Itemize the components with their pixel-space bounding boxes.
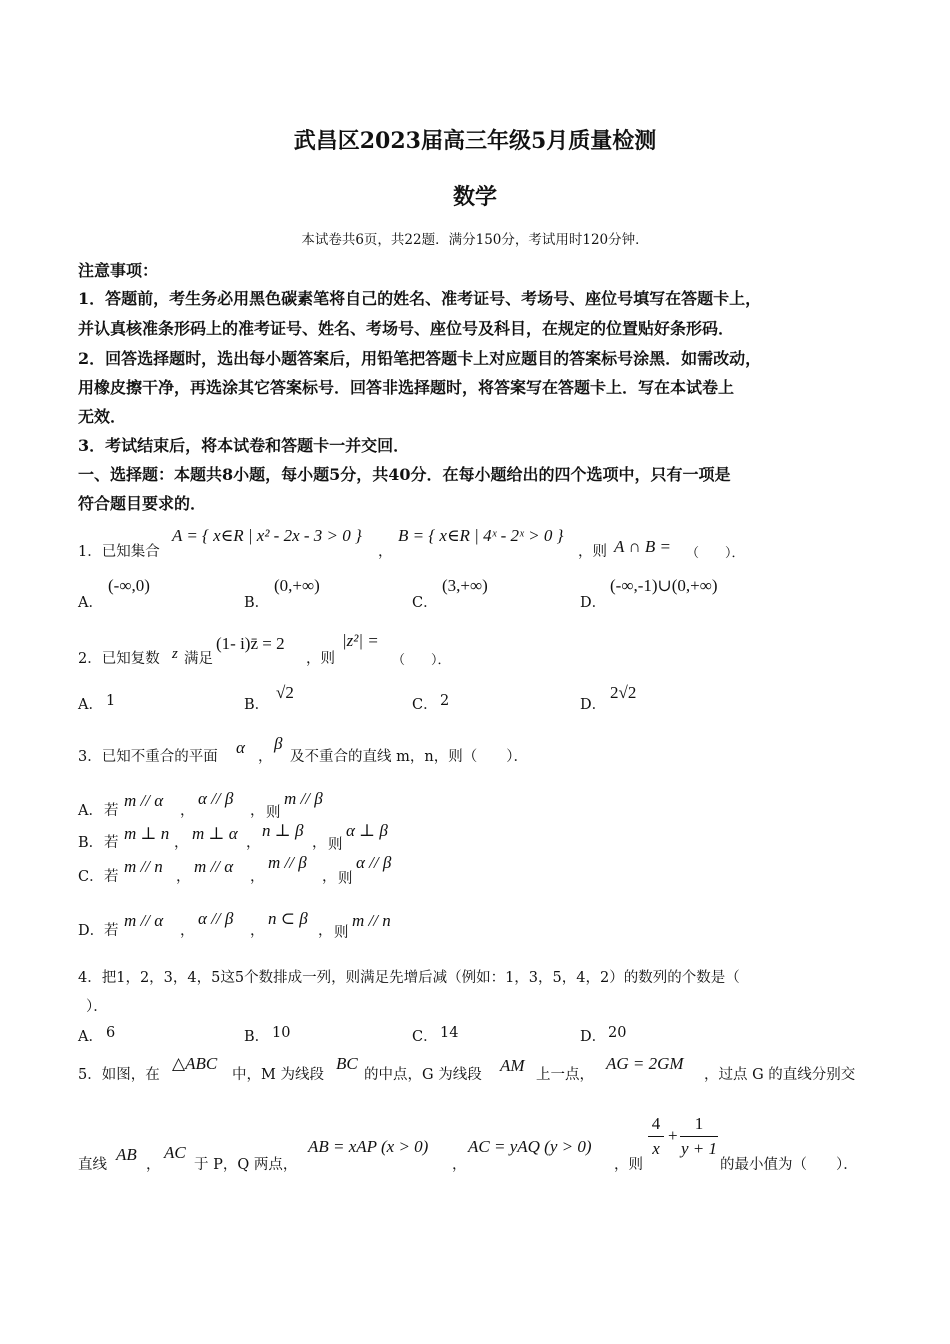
q2-mid: 满足 (184, 651, 213, 667)
q5-plus: + (668, 1126, 678, 1145)
q2-stem: 2．已知复数 (78, 651, 160, 667)
q3-stem: 3．已知不重合的平面 (78, 749, 218, 765)
q5-then: ，则 (614, 1157, 643, 1173)
q4-opt-c-label: C． (412, 1029, 438, 1045)
q5-fraction-2-denominator: y + 1 (680, 1139, 718, 1158)
q3-opt-b-cond2: m ⊥ α (192, 824, 238, 843)
q4-opt-c-value: 14 (440, 1025, 459, 1041)
q1-opt-d-label: D． (580, 595, 607, 611)
q5-bc: BC (336, 1054, 358, 1073)
q5-fraction-2 (680, 1114, 718, 1159)
q3-opt-c-result: α // β (356, 853, 392, 872)
note-2b: 用橡皮擦干净，再选涂其它答案标号．回答非选择题时，将答案写在答题卡上．写在本试卷上 (78, 378, 735, 397)
q2-z: z (172, 646, 178, 662)
q5-comma: ， (146, 1157, 161, 1173)
q4-opt-b-label: B． (244, 1029, 270, 1045)
q5-ac: AC (164, 1143, 186, 1162)
subject-title: 数学 (452, 184, 497, 210)
q2-opt-c-value: 2 (440, 693, 450, 709)
q3-opt-b-label: B． (78, 835, 104, 851)
q3-opt-a-then: 则 (266, 805, 281, 821)
section1-heading: 一、选择题：本题共8小题，每小题5分，共40分．在每小题给出的四个选项中，只有一项是 (78, 465, 731, 484)
q1-expr: A ∩ B = (614, 537, 671, 556)
q5-fraction-1 (648, 1114, 664, 1159)
q5-stem-1: 5．如图，在 (78, 1067, 160, 1083)
q5-ag-ratio: AG = 2GM (606, 1054, 684, 1073)
q2-opt-b-value: √2 (276, 683, 294, 702)
q4-opt-a-value: 6 (106, 1025, 116, 1041)
q3-opt-d-then: 则 (334, 925, 349, 941)
q1-opt-b-value: (0,+∞) (274, 576, 320, 595)
q4-opt-d-label: D． (580, 1029, 607, 1045)
q3-opt-c-cond3: m // β (268, 853, 307, 872)
q5-fraction-1-denominator: x (652, 1139, 660, 1158)
q3-opt-a-result: m // β (284, 789, 323, 808)
q3-opt-b-result: α ⊥ β (346, 821, 388, 840)
q5-fraction-2-numerator: 1 (694, 1114, 704, 1133)
q3-opt-d-if: 若 (104, 923, 119, 939)
q5-triangle: △ABC (172, 1054, 218, 1073)
q2-opt-a-value: 1 (106, 693, 116, 709)
q5-stem-2: 中，M 为线段 (232, 1067, 324, 1083)
q4-opt-a-label: A． (78, 1029, 103, 1045)
q3-opt-b-cond1: m ⊥ n (124, 824, 170, 843)
q2-opt-d-value: 2√2 (610, 683, 637, 702)
q2-expr: |z²| = (342, 631, 379, 650)
q2-tail: ，则 (306, 651, 335, 667)
note-1b: 并认真核准条形码上的准考证号、姓名、考场号、座位号及科目，在规定的位置贴好条形码． (78, 319, 735, 338)
exam-info: 本试卷共6页，共22题．满分150分，考试用时120分钟． (301, 232, 649, 248)
q5-stem-3: 的中点，G 为线段 (364, 1067, 482, 1083)
note-2a: 2．回答选择题时，选出每小题答案后，用铅笔把答题卡上对应题目的答案标号涂黑．如需改动， (78, 349, 762, 368)
q1-stem: 1．已知集合 (78, 544, 160, 560)
q1-opt-a-value: (-∞,0) (108, 576, 150, 595)
note-2c: 无效． (78, 407, 127, 426)
q3-opt-a-cond2: α // β (198, 789, 234, 808)
q1-opt-a-label: A． (78, 595, 103, 611)
q2-opt-c-label: C． (412, 697, 438, 713)
q2-opt-d-label: D． (580, 697, 607, 713)
q2-opt-b-label: B． (244, 697, 270, 713)
q5-fraction-1-numerator: 4 (651, 1114, 661, 1133)
q5-ab: AB (116, 1145, 137, 1164)
q1-opt-b-label: B． (244, 595, 270, 611)
note-3: 3．考试结束后，将本试卷和答题卡一并交回． (78, 436, 410, 455)
q1-opt-c-label: C． (412, 595, 438, 611)
q3-opt-c-cond1: m // n (124, 857, 163, 876)
q1-opt-c-value: (3,+∞) (442, 576, 488, 595)
q3-opt-d-cond2: α // β (198, 909, 234, 928)
q5-line2-mid: 于 P，Q 两点， (194, 1157, 298, 1173)
section1-heading-cont: 符合题目要求的． (78, 494, 207, 513)
q3-opt-c-then: 则 (338, 871, 353, 887)
q3-opt-a-cond1: m // α (124, 791, 164, 810)
q5-stem-5: ，过点 G 的直线分别交 (704, 1067, 856, 1083)
q5-am: AM (500, 1056, 525, 1075)
q1-opt-d-value: (-∞,-1)∪(0,+∞) (610, 576, 718, 595)
exam-title: 武昌区2023届高三年级5月质量检测 (293, 128, 657, 154)
q5-stem-4: 上一点， (536, 1067, 594, 1083)
q2-condition: (1- i)z̄ = 2 (216, 634, 285, 653)
q1-set-b: B = { x∈R | 4ˣ - 2ˣ > 0 } (398, 526, 564, 545)
q3-opt-a-label: A． (78, 803, 103, 819)
q3-opt-b-if: 若 (104, 835, 119, 851)
q3-comma: ， (258, 749, 273, 765)
q3-beta: β (274, 734, 283, 753)
q2-paren: （ ）． (392, 653, 451, 668)
q5-vector-ac: AC = yAQ (y > 0) (468, 1137, 592, 1156)
q3-opt-b-then: 则 (328, 837, 343, 853)
q3-opt-d-cond3: n ⊂ β (268, 909, 308, 928)
q3-alpha: α (236, 738, 245, 757)
q3-opt-c-if: 若 (104, 869, 119, 885)
note-1a: 1．答题前，考生务必用黑色碳素笔将自己的姓名、准考证号、考场号、座位号填写在答题卡上， (78, 289, 762, 308)
q3-opt-d-label: D． (78, 923, 105, 939)
q3-opt-d-result: m // n (352, 911, 391, 930)
q4-stem-cont: ）． (86, 999, 108, 1015)
q4-opt-b-value: 10 (272, 1025, 291, 1041)
q3-opt-b-cond3: n ⊥ β (262, 821, 304, 840)
q3-tail: 及不重合的直线 m，n，则（ ）． (290, 749, 528, 765)
q4-stem: 4．把1，2，3，4，5这5个数排成一列，则满足先增后减（例如：1，3，5，4，2）的数列的个数是（ (78, 970, 740, 986)
q3-opt-a-if: 若 (104, 803, 119, 819)
q1-comma: ， (378, 544, 393, 560)
notes-heading: 注意事项： (78, 261, 159, 280)
q3-opt-c-label: C． (78, 869, 104, 885)
q5-vector-ab: AB = xAP (x > 0) (308, 1137, 429, 1156)
q1-tail: ，则 (578, 544, 607, 560)
q3-opt-d-cond1: m // α (124, 911, 164, 930)
q1-paren: （ ）． (686, 546, 745, 561)
q2-opt-a-label: A． (78, 697, 103, 713)
q4-opt-d-value: 20 (608, 1025, 627, 1041)
q1-set-a: A = { x∈R | x² - 2x - 3 > 0 } (172, 526, 362, 545)
q3-opt-c-cond2: m // α (194, 857, 234, 876)
q5-tail: 的最小值为（ ）． (720, 1157, 858, 1173)
q5-line2-start: 直线 (78, 1157, 107, 1173)
